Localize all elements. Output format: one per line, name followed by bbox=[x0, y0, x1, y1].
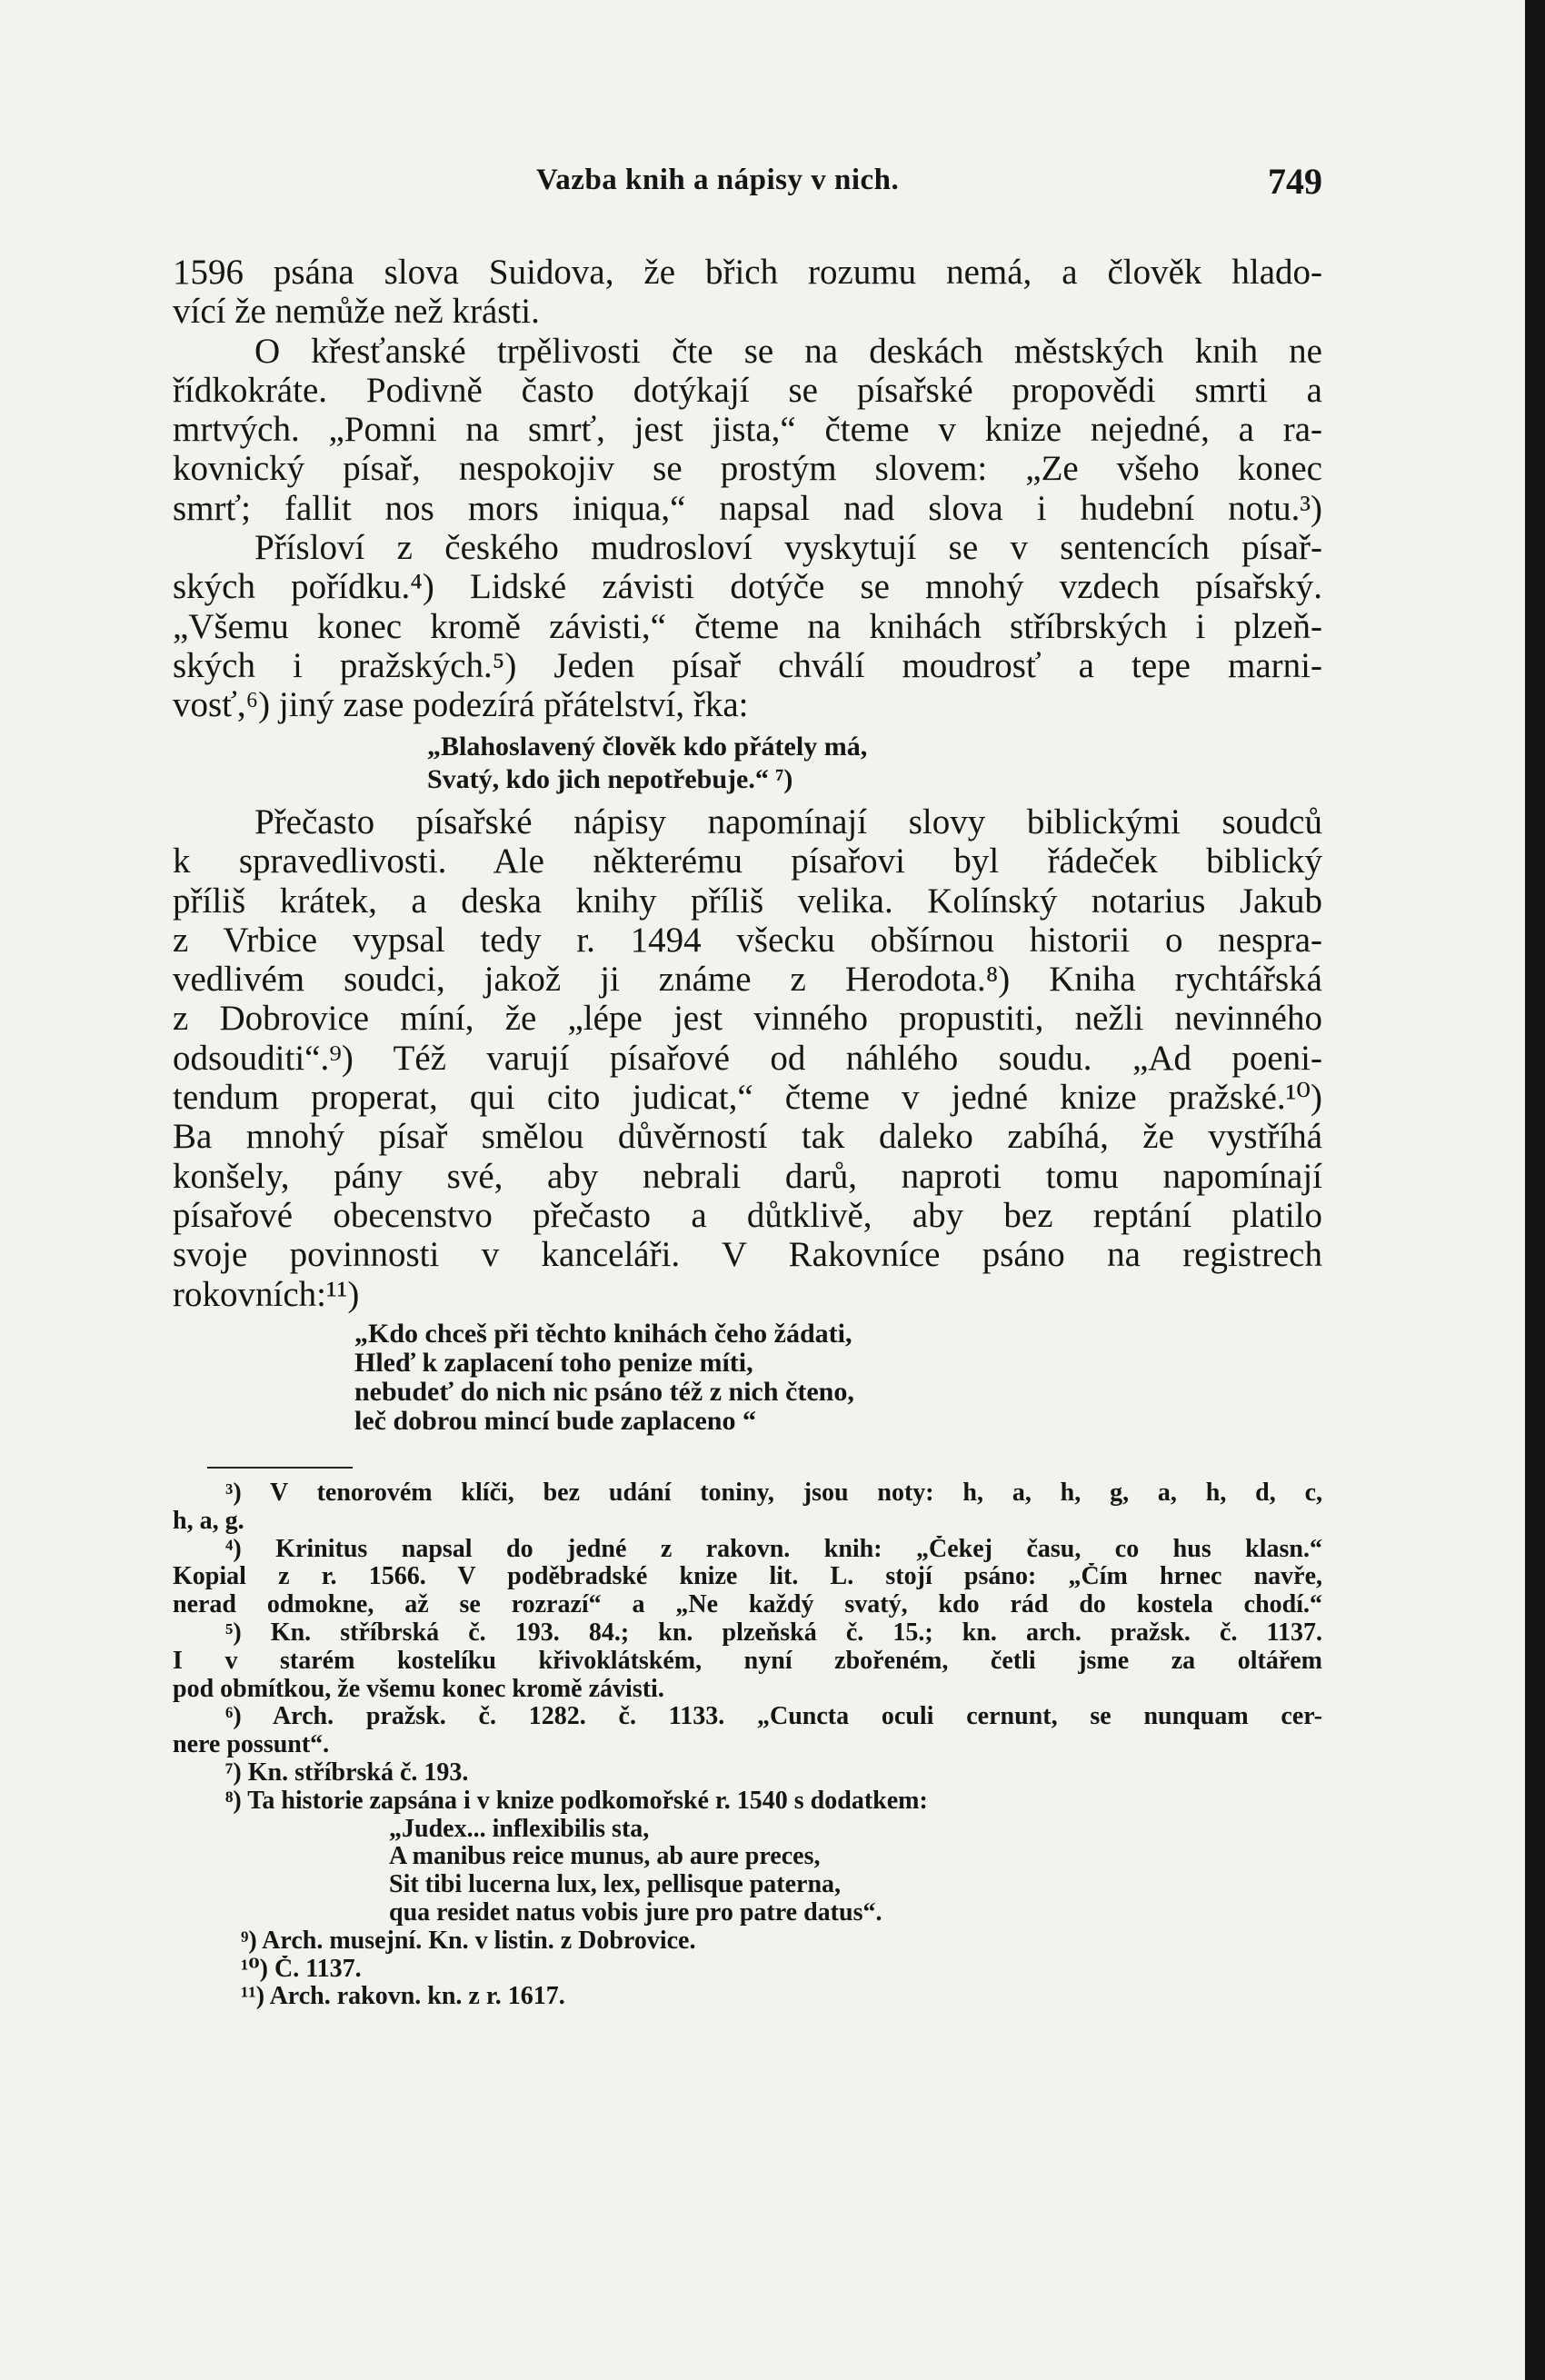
text-line: vosť,⁶) jiný zase podezírá přátelství, řka: bbox=[173, 685, 749, 725]
verse-line: Svatý, kdo jich nepotřebuje.“ ⁷) bbox=[427, 764, 793, 794]
text-line: Přísloví z českého mudrosloví vyskytují se v sentencích písař- bbox=[254, 528, 1322, 568]
footnote-line: ⁷) Kn. stříbrská č. 193. bbox=[225, 1758, 469, 1787]
text-line: „Všemu konec kromě závisti,“ čteme na knihách stříbrských i plzeň- bbox=[173, 606, 1322, 646]
text-line: O křesťanské trpělivosti čte se na deskách městských knih ne bbox=[254, 331, 1322, 371]
scan-edge bbox=[1525, 0, 1545, 2380]
text-line: písařové obecenstvo přečasto a důtklivě, aby bez reptání platilo bbox=[173, 1195, 1322, 1235]
footnote-line: ⁸) Ta historie zapsána i v knize podkomořské r. 1540 s dodatkem: bbox=[225, 1787, 928, 1815]
verse-line: „Blahoslavený člověk kdo přátely má, bbox=[427, 732, 868, 762]
footnote-verse-line: qua residet natus vobis jure pro patre datus“. bbox=[389, 1898, 882, 1927]
verse-quote-2 bbox=[354, 1319, 854, 1436]
text-line: kovnický písař, nespokojiv se prostým slovem: „Ze všeho konec bbox=[173, 449, 1322, 489]
text-line: svoje povinnosti v kanceláři. V Rakovníce psáno na registrech bbox=[173, 1235, 1322, 1275]
verse-line: leč dobrou mincí bude zaplaceno “ bbox=[354, 1406, 756, 1436]
text-line: odsouditi“.⁹) Též varují písařové od náhlého soudu. „Ad poeni- bbox=[173, 1038, 1322, 1078]
footnote-line: I v starém kostelíku křivoklátském, nyní zbořeném, četli jsme za oltářem bbox=[173, 1647, 1322, 1675]
verse-line: nebudeť do nich nic psáno též z nich čteno, bbox=[354, 1377, 854, 1407]
text-line: tendum properat, qui cito judicat,“ čteme v jedné knize pražské.¹⁰) bbox=[173, 1078, 1322, 1118]
footnote-line: ⁵) Kn. stříbrská č. 193. 84.; kn. plzeňská č. 15.; kn. arch. pražsk. č. 1137. bbox=[225, 1618, 1322, 1647]
footnote-line: Kopial z r. 1566. V poděbradské knize lit. L. stojí psáno: „Čím hrnec navře, bbox=[173, 1563, 1322, 1591]
text-line: k spravedlivosti. Ale některému písařovi byl řádeček biblický bbox=[173, 841, 1322, 881]
verse-quote-1 bbox=[427, 731, 867, 796]
text-line: vící že nemůže než krásti. bbox=[173, 292, 540, 332]
footnote-line: h, a, g. bbox=[173, 1507, 244, 1535]
footnotes bbox=[173, 1479, 1322, 2011]
text-line: Ba mnohý písař smělou důvěrností tak daleko zabíhá, že vystříhá bbox=[173, 1117, 1322, 1157]
footnote-line: ⁶) Arch. pražsk. č. 1282. č. 1133. „Cuncta oculi cernunt, se nunquam cer- bbox=[225, 1703, 1322, 1731]
footnote-line: nerad odmokne, až se rozrazí“ a „Ne každý svatý, kdo rád do kostela chodí.“ bbox=[173, 1591, 1322, 1619]
footnote-line: pod obmítkou, že všemu konec kromě závisti. bbox=[173, 1675, 664, 1703]
footnote-verse-line: A manibus reice munus, ab aure preces, bbox=[389, 1843, 821, 1871]
footnote-line: ¹⁰) Č. 1137. bbox=[241, 1955, 362, 1983]
text-line: Přečasto písařské nápisy napomínají slovy biblickými soudců bbox=[254, 802, 1322, 841]
text-line: mrtvých. „Pomni na smrť, jest jista,“ čteme v knize nejedné, a ra- bbox=[173, 410, 1322, 450]
footnote-divider bbox=[207, 1467, 353, 1469]
footnote-verse-line: „Judex... inflexibilis sta, bbox=[389, 1815, 650, 1843]
text-line: smrť; fallit nos mors iniqua,“ napsal nad slova i hudební notu.³) bbox=[173, 488, 1322, 528]
footnote-line: ¹¹) Arch. rakovn. kn. z r. 1617. bbox=[241, 1983, 565, 2011]
page-header bbox=[173, 153, 1322, 207]
verse-line: „Kdo chceš při těchto knihách čeho žádati, bbox=[354, 1319, 852, 1349]
text-line: ských i pražských.⁵) Jeden písař chválí moudrosť a tepe marni- bbox=[173, 645, 1322, 685]
text-line: z Dobrovice míní, že „lépe jest vinného propustiti, nežli nevinného bbox=[173, 999, 1322, 1039]
main-text bbox=[173, 253, 1322, 725]
footnote-line: ³) V tenorovém klíči, bez udání toniny, jsou noty: h, a, h, g, a, h, d, c, bbox=[225, 1479, 1322, 1507]
footnote-line: ⁹) Arch. musejní. Kn. v listin. z Dobrovice. bbox=[241, 1927, 696, 1955]
text-line: konšely, pány své, aby nebrali darů, naproti tomu napomínají bbox=[173, 1156, 1322, 1196]
text-line: příliš krátek, a deska knihy příliš velika. Kolínský notarius Jakub bbox=[173, 881, 1322, 921]
verse-line: Hleď k zaplacení toho penize míti, bbox=[354, 1348, 753, 1378]
footnote-verse-line: Sit tibi lucerna lux, lex, pellisque paterna, bbox=[389, 1871, 842, 1899]
text-line: z Vrbice vypsal tedy r. 1494 všecku obšírnou historii o nespra- bbox=[173, 920, 1322, 960]
footnote-line: nere possunt“. bbox=[173, 1731, 330, 1759]
text-line: ských pořídku.⁴) Lidské závisti dotýče se mnohý vzdech písařský. bbox=[173, 567, 1322, 607]
text-line: 1596 psána slova Suidova, že břich rozumu nemá, a člověk hlado- bbox=[173, 253, 1322, 292]
text-line: rokovních:¹¹) bbox=[173, 1274, 360, 1314]
text-line: řídkokráte. Podivně často dotýkají se písařské propovědi smrti a bbox=[173, 370, 1322, 410]
footnote-line: ⁴) Krinitus napsal do jedné z rakovn. knih: „Čekej času, co hus klasn.“ bbox=[225, 1535, 1322, 1563]
running-title: Vazba knih a nápisy v nich. bbox=[536, 164, 900, 196]
page-number: 749 bbox=[1268, 161, 1322, 202]
text-line: vedlivém soudci, jakož ji známe z Herodota.⁸) Kniha rychtářská bbox=[173, 960, 1322, 1000]
main-text-continued bbox=[173, 802, 1322, 1314]
